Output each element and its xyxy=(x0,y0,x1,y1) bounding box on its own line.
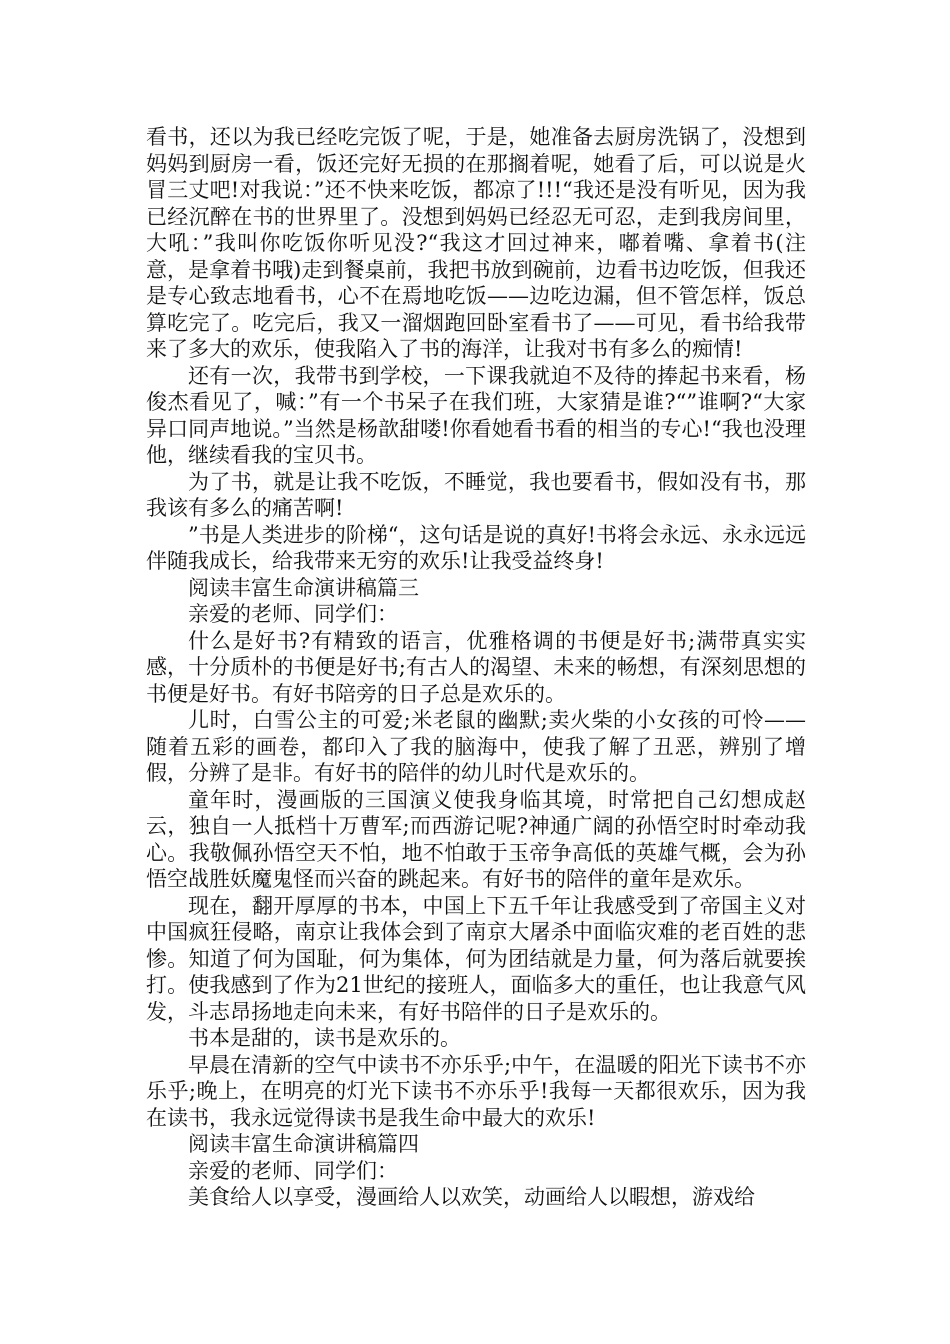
salutation-part-three: 亲爱的老师、同学们： xyxy=(188,602,398,626)
paragraph-childhood: 童年时，漫画版的三国演义使我身临其境，时常把自己幻想成赵云，独自一人抵档十万曹军;而西游记呢?神通广阔的孙悟空时时牵动我心。我敬佩孙悟空天不怕，地不怕敢于玉帝争高低的英雄气概，会为孙悟空战胜妖魔鬼怪而兴奋的跳起来。有好书的陪伴的童年是欢乐。 xyxy=(146,787,806,891)
paragraph-what-is-good-book: 什么是好书?有精致的语言，优雅格调的书便是好书;满带真实实感，十分质朴的书便是好书;有古人的渴望、未来的畅想，有深刻思想的书便是好书。有好书陪旁的日子总是欢乐的。 xyxy=(146,628,806,706)
paragraph-for-books: 为了书，就是让我不吃饭，不睡觉，我也要看书，假如没有书，那我该有多么的痛苦啊! xyxy=(146,469,806,520)
paragraph-food-comics: 美食给人以享受，漫画给人以欢笑，动画给人以暇想，游戏给 xyxy=(188,1185,755,1209)
salutation-part-four: 亲爱的老师、同学们： xyxy=(188,1158,398,1183)
paragraph-reading-at-school: 还有一次，我带书到学校，一下课我就迫不及待的捧起书来看，杨俊杰看见了，喊：”有一个书呆子在我们班，大家猜是谁?“”谁啊?“大家异口同声地说。”当然是杨歆甜喽!你看她看书看的相当的专心!“我也没理他，继续看我的宝贝书。 xyxy=(146,363,806,467)
document-body xyxy=(146,124,806,1211)
paragraph-early-childhood: 儿时，白雪公主的可爱;米老鼠的幽默;卖火柴的小女孩的可怜——随着五彩的画卷，都印入了我的脑海中，使我了解了丑恶，辨别了增假，分辨了是非。有好书的陪伴的幼儿时代是欢乐的。 xyxy=(146,708,806,785)
paragraph-reading-all-day: 早晨在清新的空气中读书不亦乐乎;中午，在温暖的阳光下读书不亦乐乎;晚上，在明亮的灯光下读书不亦乐乎!我每一天都很欢乐，因为我在读书，我永远觉得读书是我生命中最大的欢乐! xyxy=(146,1052,806,1130)
paragraph-reading-at-dinner: 看书，还以为我已经吃完饭了呢，于是，她准备去厨房洗锅了，没想到妈妈到厨房一看，饭还完好无损的在那搁着呢，她看了后，可以说是火冒三丈吧!对我说：”还不快来吃饭，都凉了!!!“我还是没有听见，因为我已经沉醉在书的世界里了。没想到妈妈已经忍无可忍，走到我房间里，大吼：”我叫你吃饭你听见没?“我这才回过神来，嘟着嘴、拿着书(注意，是拿着书哦)走到餐桌前，我把书放到碗前，边看书边吃饭，但我还是专心致志地看书，心不在焉地吃饭——边吃边漏，但不管怎样，饭总算吃完了。吃完后，我又一溜烟跑回卧室看书了——可见，看书给我带来了多大的欢乐，使我陷入了书的海洋，让我对书有多么的痴情! xyxy=(146,125,806,361)
paragraph-present: 现在，翻开厚厚的书本，中国上下五千年让我感受到了帝国主义对中国疯狂侵略，南京让我体会到了南京大屠杀中面临灾难的老百姓的悲惨。知道了何为国耻，何为集体，何为团结就是力量，何为落后就要挨打。使我感到了作为21世纪的接班人，面临多大的重任，也让我意气风发，斗志昂扬地走向未来，有好书陪伴的日子是欢乐的。 xyxy=(146,893,806,1024)
section-heading-part-four: 阅读丰富生命演讲稿篇四 xyxy=(188,1132,419,1156)
section-heading-part-three: 阅读丰富生命演讲稿篇三 xyxy=(188,575,419,600)
paragraph-books-ladder: ”书是人类进步的阶梯“，这句话是说的真好!书将会永远、永永远远伴随我成长，给我带来无穷的欢乐!让我受益终身! xyxy=(146,522,806,573)
paragraph-books-sweet: 书本是甜的，读书是欢乐的。 xyxy=(188,1026,461,1050)
